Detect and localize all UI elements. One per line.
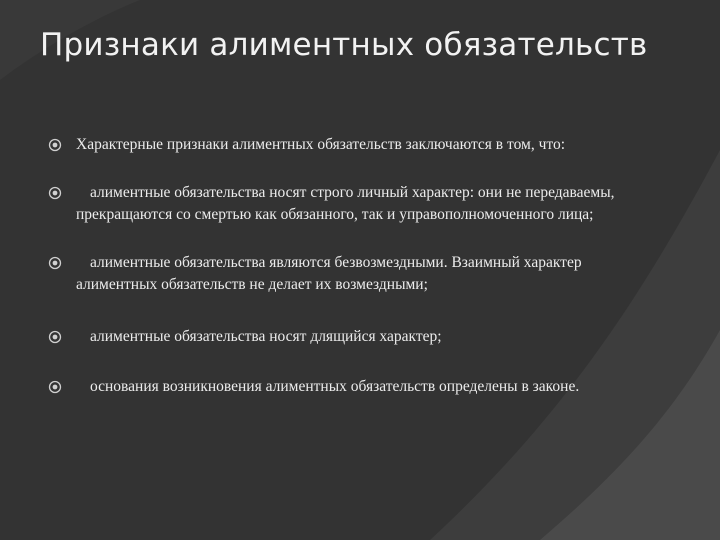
bullet-item: [48, 182, 628, 226]
bullet-text: Характерные признаки алиментных обязательств заключаются в том, что:: [76, 136, 566, 153]
bullet-item: [48, 326, 628, 348]
circled-dot-bullet-icon: [48, 256, 62, 270]
circled-dot-bullet-icon: [48, 330, 62, 344]
bullet-text: алиментные обязательства носят длящийся характер;: [90, 328, 442, 345]
bullet-list: [48, 134, 628, 398]
circled-dot-bullet-icon: [48, 380, 62, 394]
bullet-text: основания возникновения алиментных обязательств определены в законе.: [90, 378, 580, 395]
bullet-text: алиментные обязательства носят строго личный характер: они не передаваемы, прекращаются со смертью как обязанного, так и управополномоченного лица;: [76, 184, 615, 223]
bullet-text: алиментные обязательства являются безвозмездными. Взаимный характер алиментных обязательств не делает их возмездными;: [76, 254, 582, 293]
circled-dot-bullet-icon: [48, 138, 62, 152]
bullet-item: [48, 134, 628, 156]
circled-dot-bullet-icon: [48, 186, 62, 200]
slide-title: Признаки алиментных обязательств: [40, 27, 648, 63]
bullet-item: [48, 376, 628, 398]
bullet-item: [48, 252, 628, 296]
